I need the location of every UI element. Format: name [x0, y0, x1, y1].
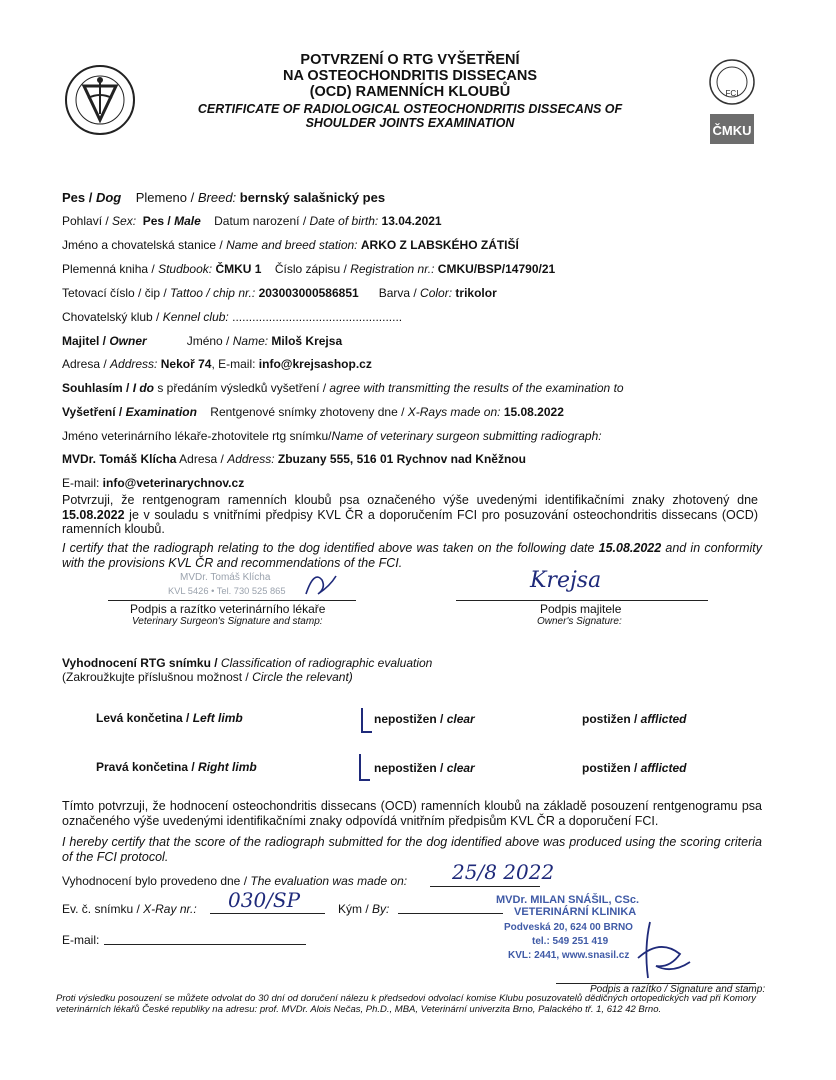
- owner-signature-label-cz: Podpis majitele: [540, 602, 622, 616]
- evaluated-by-line: [398, 913, 503, 914]
- vet-name-row: MVDr. Tomáš Klícha Adresa / Address: Zbuzany 555, 516 01 Rychnov nad Kněžnou: [62, 452, 526, 466]
- breed-value: bernský salašnický pes: [239, 190, 386, 205]
- evaluator-stamp-line-1: MVDr. MILAN SNÁŠIL, CSc.: [496, 894, 640, 906]
- left-limb-afflicted: postižen / afflicted: [582, 712, 687, 726]
- vet-name-value: MVDr. Tomáš Klícha: [62, 452, 177, 466]
- vet-signature-label-en: Veterinary Surgeon's Signature and stamp:: [132, 616, 323, 627]
- chip-value: 203003000586851: [258, 286, 359, 300]
- consent-row: Souhlasím / I do s předáním výsledků vyšetření / agree with transmitting the results of the examination to: [62, 381, 624, 395]
- vet-signature: [300, 566, 340, 600]
- owner-name-value: Miloš Krejsa: [271, 334, 343, 348]
- vet-stamp-line-1: MVDr. Tomáš Klícha: [180, 572, 271, 583]
- vet-stamp-line-2: KVL 5426 • Tel. 730 525 865: [168, 586, 286, 596]
- owner-signature: Krejsa: [530, 568, 602, 593]
- vet-email-row: E-mail: info@veterinarychnov.cz: [62, 476, 245, 490]
- fci-logo: [704, 58, 760, 148]
- evaluation-subtitle: (Zakroužkujte příslušnou možnost / Circle the relevant): [62, 670, 353, 684]
- svg-text:FCI: FCI: [725, 89, 739, 98]
- dob-value: 13.04.2021: [381, 214, 442, 228]
- left-limb-clear: nepostižen / clear: [374, 712, 475, 726]
- owner-row: Majitel / Owner Jméno / Name: Miloš Krejsa: [62, 334, 343, 348]
- registration-value: CMKU/BSP/14790/21: [437, 262, 556, 276]
- dog-breed-row: Pes / Dog Plemeno / Breed: bernský salašnický pes: [62, 190, 386, 205]
- evaluator-stamp-line-2: VETERINÁRNÍ KLINIKA: [514, 906, 637, 918]
- name-station-row: Jméno a chovatelská stanice / Name and breed station: ARKO Z LABSKÉHO ZÁTIŠÍ: [62, 238, 519, 252]
- right-limb-circle-mark: [356, 752, 374, 782]
- evaluator-stamp-line-5: KVL: 2441, www.snasil.cz: [508, 950, 630, 961]
- xray-number-line: [210, 913, 325, 914]
- xray-number-label: Ev. č. snímku / X-Ray nr.:: [62, 902, 197, 916]
- vet-email-value: info@veterinarychnov.cz: [102, 476, 245, 490]
- examination-row: Vyšetření / Examination Rentgenové snímky zhotoveny dne / X-Rays made on: 15.08.2022: [62, 405, 564, 419]
- right-limb-afflicted: postižen / afflicted: [582, 761, 687, 775]
- studbook-value: ČMKU 1: [215, 262, 262, 276]
- title-cz-line-1: POTVRZENÍ O RTG VYŠETŘENÍ: [300, 52, 520, 68]
- title-en-line-1: CERTIFICATE OF RADIOLOGICAL OSTEOCHONDRITIS DISSECANS OF: [197, 102, 623, 116]
- vet-label-row: Jméno veterinárního lékaře-zhotovitele rtg snímku/Name of veterinary surgeon submitting radiograph:: [62, 429, 602, 443]
- title-en-line-2: SHOULDER JOINTS EXAMINATION: [305, 116, 515, 130]
- owner-address-value: Nekoř 74: [160, 357, 212, 371]
- evaluation-date-label: Vyhodnocení bylo provedeno dne / The evaluation was made on:: [62, 874, 408, 888]
- fci-cmku-logos: [704, 58, 760, 148]
- right-limb-label: Pravá končetina / Right limb: [96, 760, 257, 774]
- owner-address-row: Adresa / Address: Nekoř 74, E-mail: info@krejsashop.cz: [62, 357, 372, 371]
- left-limb-circle-mark: [358, 706, 374, 734]
- xray-date-value: 15.08.2022: [503, 405, 564, 419]
- evaluation-date-line: [430, 886, 540, 887]
- vet-signature-label-cz: Podpis a razítko veterinárního lékaře: [130, 602, 326, 616]
- dog-name-value: ARKO Z LABSKÉHO ZÁTIŠÍ: [360, 238, 519, 252]
- evaluator-stamp-line-3: Podveská 20, 624 00 BRNO: [504, 922, 633, 933]
- studbook-row: Plemenná kniha / Studbook: ČMKU 1 Číslo zápisu / Registration nr.: CMKU/BSP/14790/21: [62, 262, 556, 276]
- left-limb-label: Levá končetina / Left limb: [96, 711, 243, 725]
- owner-email-value: info@krejsashop.cz: [258, 357, 372, 371]
- evaluation-certify-en: I hereby certify that the score of the radiograph submitted for the dog identified above was produced using the scoring criteria of the FCI protocol.: [62, 835, 762, 864]
- right-limb-clear: nepostižen / clear: [374, 761, 475, 775]
- veterinary-chamber-logo: [62, 58, 138, 148]
- sex-dob-row: Pohlaví / Sex: Pes / Male Datum narození / Date of birth: 13.04.2021: [62, 214, 442, 228]
- confirmation-en: I certify that the radiograph relating to the dog identified above was taken on the following date 15.08.2022 and in conformity with the provisions KVL ČR and recommendations of the FCI.: [62, 541, 762, 570]
- evaluation-title: Vyhodnocení RTG snímku / Classification of radiographic evaluation: [62, 656, 433, 670]
- color-value: trikolor: [455, 286, 497, 300]
- confirmation-cz: Potvrzuji, že rentgenogram ramenních kloubů psa označeného výše uvedenými identifikačními znaky zhotovený dne 15.08.2022 je v souladu s vnitřními předpisy KVL ČR a doporučením FCI pro posuzování osteochondritis dissecans (OCD) ramenních kloubů.: [62, 493, 758, 536]
- evaluation-email-line: [104, 944, 306, 945]
- title-cz-line-2: NA OSTEOCHONDRITIS DISSECANS: [282, 68, 538, 84]
- title-cz-line-3: (OCD) RAMENNÍCH KLOUBŮ: [309, 84, 511, 100]
- owner-signature-line: [456, 600, 708, 601]
- evaluator-signature-label: Podpis a razítko / Signature and stamp:: [590, 984, 766, 995]
- evaluator-signature: [620, 918, 696, 984]
- evaluation-date-value: 25/8 2022: [452, 860, 555, 884]
- xray-number-value: 030/SP: [228, 888, 301, 912]
- kennel-club-row: Chovatelský klub / Kennel club: ...................................................: [62, 310, 403, 324]
- evaluator-stamp-line-4: tel.: 549 251 419: [532, 936, 609, 947]
- owner-signature-label-en: Owner's Signature:: [537, 616, 622, 627]
- vet-signature-line: [108, 600, 356, 601]
- evaluated-by-label: Kým / By:: [338, 902, 390, 916]
- vet-address-value: Zbuzany 555, 516 01 Rychnov nad Kněžnou: [277, 452, 526, 466]
- cmku-logo: ČMKU: [712, 123, 752, 138]
- appeal-footnote: Proti výsledku posouzení se můžete odvolat do 30 dní od doručení nálezu k předsedovi odvolací komise Klubu posuzovatelů dědičných ortopedických vad při Komory veterinárních lékařů České republiky na adresu: prof. MVDr. Alois Nečas, Ph.D., MBA, Veterinární univerzita Brno, Palackého tř. 1, 612 42 Brno.: [56, 993, 756, 1015]
- chip-color-row: Tetovací číslo / čip / Tattoo / chip nr.: 203003000586851 Barva / Color: trikolor: [62, 286, 497, 300]
- evaluation-certify-cz: Tímto potvrzuji, že hodnocení osteochondritis dissecans (OCD) ramenních kloubů na základě posouzení rentgenogramu psa označeného výše uvedenými identifikačními znaky odpovídá vnitřním předpisům KVL ČR a doporučení FCI.: [62, 799, 762, 828]
- evaluation-email-label: E-mail:: [62, 933, 100, 947]
- kennel-club-value: ...................................................: [232, 310, 403, 324]
